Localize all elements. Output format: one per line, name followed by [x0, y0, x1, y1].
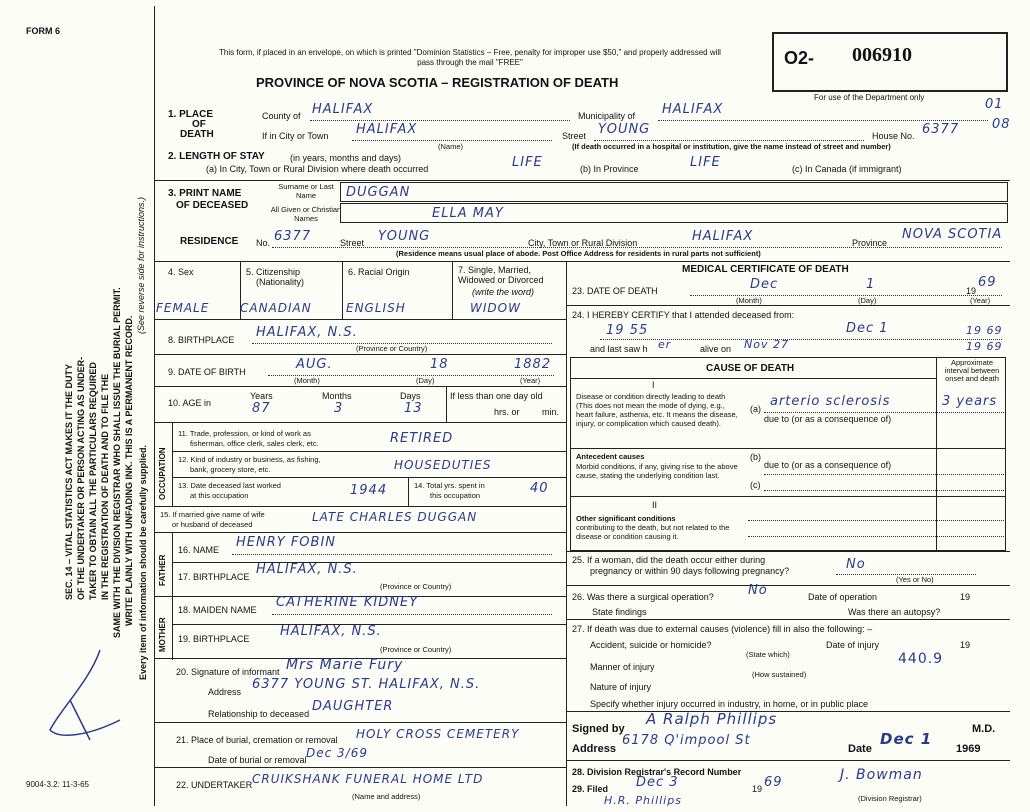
bottom-signature: H.R. Phillips	[604, 794, 682, 807]
residence-note: (Residence means usual place of abode. Post Office Address for residents in rural parts not sufficient)	[396, 249, 761, 258]
registration-number: 006910	[852, 44, 912, 66]
father-side: FATHER	[158, 554, 167, 586]
age-years: 87	[252, 401, 271, 416]
death-day: 1	[866, 277, 876, 292]
dept-use-label: For use of the Department only	[814, 93, 925, 102]
stay-b-label: (b) In Province	[580, 164, 639, 174]
last-seen-label: and last saw h	[590, 344, 648, 354]
stay-label: 2. LENGTH OF STAY	[168, 151, 265, 162]
age-days: 13	[404, 401, 423, 416]
cause-other-text: contributing to the death, but not related to the disease or condition causing it.	[576, 523, 730, 541]
citizenship-sub: (Nationality)	[256, 277, 305, 287]
death-day-label: (Day)	[858, 296, 877, 305]
given-value: ELLA MAY	[432, 206, 504, 221]
q27-nature: Nature of injury	[590, 682, 652, 692]
undertaker-label: 22. UNDERTAKER	[176, 780, 253, 790]
informant-sig: Mrs Marie Fury	[286, 657, 404, 673]
cause-b-due: due to (or as a consequence of)	[764, 460, 892, 470]
stay-c-label: (c) In Canada (if immigrant)	[792, 164, 902, 174]
signed-addr: 6178 Q'impool St	[622, 733, 751, 748]
mother-bp: HALIFAX, N.S.	[280, 624, 382, 639]
footer-code: 9004-3.2: 11-3-65	[26, 780, 90, 789]
street-value: YOUNG	[598, 122, 651, 137]
stay-a-label: (a) In City, Town or Rural Division where death occurred	[206, 164, 429, 174]
occupation-12-value: HOUSEDUTIES	[394, 458, 492, 472]
cause-disease-label: Disease or condition directly leading to death (This does not mean the mode of dying, e.g., heart failure, asthenia, etc. It means the disease, injury, or complication which caused death).	[576, 392, 738, 428]
dept-code-2: 08	[992, 117, 1011, 132]
father-name-label: 16. NAME	[178, 545, 220, 555]
cause-antecedent-label: Antecedent causes	[576, 452, 645, 461]
q26-value: No	[748, 583, 768, 598]
side-text-4: IN THE REGISTRATION OF DEATH AND TO FILE THE	[100, 373, 110, 600]
q25-label-2: pregnancy or within 90 days following pregnancy?	[590, 566, 790, 576]
municipality-value: HALIFAX	[662, 102, 724, 117]
father-bp: HALIFAX, N.S.	[256, 562, 358, 577]
citizenship-value: CANADIAN	[240, 301, 312, 315]
sex-label: 4. Sex	[168, 267, 194, 277]
age-years-label: Years	[250, 391, 273, 401]
mother-bp-sub: (Province or Country)	[380, 645, 452, 654]
age-lt-label: If less than one day old	[450, 391, 543, 401]
occupation-11-sub: fisherman, office clerk, sales clerk, etc.	[190, 439, 319, 448]
cause-roman-2: II	[652, 500, 658, 510]
residence-no-label: No.	[256, 238, 271, 248]
residence-city: HALIFAX	[692, 229, 754, 244]
age-hrs-label: hrs. or	[494, 407, 520, 417]
q26-autopsy: Was there an autopsy?	[848, 607, 941, 617]
signed-md: M.D.	[972, 723, 996, 735]
marital-label: 7. Single, Married, Widowed or Divorced	[458, 265, 544, 285]
burial-value: HOLY CROSS CEMETERY	[356, 727, 520, 741]
q26-year: 19	[960, 592, 971, 602]
age-label: 10. AGE in	[168, 398, 212, 408]
signed-label: Signed by	[572, 723, 625, 735]
q27-label: 27. If death was due to external causes (violence) fill in also the following: –	[572, 624, 873, 634]
cause-header: CAUSE OF DEATH	[706, 363, 795, 374]
residence-street-label: Street	[340, 238, 365, 248]
residence-label: RESIDENCE	[180, 236, 239, 247]
cause-interval-label: Approximate interval between onset and death	[944, 358, 1000, 383]
birthplace-label: 8. BIRTHPLACE	[168, 335, 235, 345]
spouse-label-2: or husband of deceased	[172, 520, 253, 529]
side-text-1: SEC. 14 – VITAL STATISTICS ACT MAKES IT THE DUTY	[64, 363, 74, 600]
spouse-label: 15. If married give name of wife	[160, 510, 265, 519]
cause-b-label: (b)	[750, 452, 761, 462]
q29-label: 29. Filed	[572, 784, 609, 794]
birthplace-value: HALIFAX, N.S.	[256, 325, 358, 340]
certify-to-year: 19 69	[966, 324, 1003, 337]
age-min-label: min.	[542, 407, 560, 417]
dob-day-label: (Day)	[416, 376, 435, 385]
stay-b-value: LIFE	[690, 155, 721, 170]
cause-a-interval: 3 years	[942, 394, 998, 409]
certify-to: Dec 1	[846, 321, 889, 336]
cause-a-label: (a)	[750, 404, 761, 414]
signed-date: Dec 1	[880, 730, 933, 748]
hospital-note: (If death occurred in a hospital or institution, give the name instead of street and number)	[572, 142, 891, 151]
q26-findings: State findings	[592, 607, 647, 617]
house-label: House No.	[872, 131, 915, 141]
dob-label: 9. DATE OF BIRTH	[168, 367, 246, 377]
mother-bp-label: 19. BIRTHPLACE	[178, 634, 250, 644]
residence-no: 6377	[274, 229, 312, 244]
informant-rel: DAUGHTER	[312, 699, 394, 714]
form-label: FORM 6	[26, 26, 61, 36]
informant-addr: 6377 YOUNG ST. HALIFAX, N.S.	[252, 677, 481, 692]
q27-manner: Manner of injury	[590, 662, 655, 672]
county-label: County of	[262, 111, 301, 121]
city-value: HALIFAX	[356, 122, 418, 137]
house-value: 6377	[922, 122, 960, 137]
name-label-1: 3. PRINT NAME	[168, 188, 242, 199]
burial-label: 21. Place of burial, cremation or removal	[176, 735, 338, 745]
q26-label: 26. Was there a surgical operation?	[572, 592, 714, 602]
citizenship-label: 5. Citizenship	[246, 267, 301, 277]
q26-date-label: Date of operation	[808, 592, 878, 602]
alive-label: alive on	[700, 344, 732, 354]
father-bp-sub: (Province or Country)	[380, 582, 452, 591]
residence-province: NOVA SCOTIA	[902, 227, 1003, 242]
informant-addr-label: Address	[208, 687, 242, 697]
dob-year: 1882	[514, 357, 552, 372]
cause-other-label: Other significant conditions	[576, 514, 676, 523]
age-months-label: Months	[322, 391, 352, 401]
q27-date-injury: Date of injury	[826, 640, 880, 650]
q28-label: 28. Division Registrar's Record Number	[572, 767, 742, 777]
mother-name: CATHERINE KIDNEY	[276, 595, 419, 610]
registration-number-box	[772, 32, 1008, 92]
signed-addr-label: Address	[572, 743, 617, 755]
father-name: HENRY FOBIN	[236, 535, 337, 550]
death-year: 69	[978, 275, 997, 290]
side-text-2: OF THE UNDERTAKER OR PERSON ACTING AS UNDER-	[76, 356, 86, 600]
occupation-13-sub: at this occupation	[190, 491, 249, 500]
street-label: Street	[562, 131, 587, 141]
death-year-label: (Year)	[970, 296, 991, 305]
q29-year: 69	[764, 775, 783, 790]
side-text-6: SAME WITH THE DIVISION REGISTRAR WHO SHALL ISSUE THE BURIAL PERMIT.	[112, 287, 122, 638]
burial-date: Dec 3/69	[306, 746, 368, 760]
name-label-2: OF DECEASED	[176, 200, 249, 211]
age-months: 3	[334, 401, 344, 416]
page-title: PROVINCE OF NOVA SCOTIA – REGISTRATION OF DEATH	[256, 75, 619, 90]
dob-year-label: (Year)	[520, 376, 541, 385]
occupation-12-label: 12. Kind of industry or business, as fishing,	[178, 455, 321, 464]
dob-month: AUG.	[296, 357, 333, 372]
occupation-13-label: 13. Date deceased last worked	[178, 481, 281, 490]
burial-date-label: Date of burial or removal	[208, 755, 307, 765]
occupation-side: OCCUPATION	[158, 447, 167, 500]
place-label-3: DEATH	[180, 129, 214, 140]
sex-value: FEMALE	[156, 301, 210, 315]
q27-specify: Specify whether injury occurred in industry, in home, or in public place	[590, 699, 868, 709]
side-text-3: TAKER TO OBTAIN ALL THE PARTICULARS REQUIRED	[88, 362, 98, 600]
undertaker-sub: (Name and address)	[352, 792, 421, 801]
death-month-label: (Month)	[736, 296, 762, 305]
county-value: HALIFAX	[312, 102, 374, 117]
stay-sub: (in years, months and days)	[290, 153, 402, 163]
cause-a-value: arterio sclerosis	[770, 394, 891, 409]
q29-registrar-sig: J. Bowman	[840, 767, 923, 783]
age-days-label: Days	[400, 391, 421, 401]
frame-left	[154, 6, 155, 806]
mother-side: MOTHER	[158, 617, 167, 652]
envelope-note: This form, if placed in an envelope, on which is printed "Dominion Statistics – Free, penalty for improper use $50," and properly addressed will pass through the mail "FREE"	[219, 48, 721, 67]
death-date-label: 23. DATE OF DEATH	[572, 286, 658, 296]
cause-roman-1: I	[652, 380, 655, 390]
cause-a-due: due to (or as a consequence of)	[764, 414, 892, 424]
occupation-14-value: 40	[530, 481, 549, 496]
residence-city-label: City, Town or Rural Division	[528, 238, 638, 248]
dept-code-1: 01	[985, 97, 1004, 112]
signed-sig: A Ralph Phillips	[646, 710, 778, 728]
q29-year-pre: 19	[752, 784, 763, 794]
q25-value: No	[846, 557, 866, 572]
certify-label: 24. I HEREBY CERTIFY that I attended deceased from:	[572, 310, 795, 320]
informant-rel-label: Relationship to deceased	[208, 709, 310, 719]
surname-value: DUGGAN	[346, 185, 411, 200]
side-text-8: (See reverse side for instructions.)	[136, 196, 146, 334]
q29-registrar-label: (Division Registrar)	[858, 794, 922, 803]
margin-pen-scribble	[30, 640, 140, 750]
certify-from: 19 55	[606, 323, 649, 338]
q27-code: 440.9	[898, 651, 944, 667]
surname-label: Surname or Last Name	[278, 182, 334, 200]
name-sub-label: (Name)	[438, 142, 464, 151]
occupation-11-value: RETIRED	[390, 431, 454, 446]
medical-header: MEDICAL CERTIFICATE OF DEATH	[682, 264, 849, 275]
q27-state: (State which)	[746, 650, 790, 659]
last-seen-year: 19 69	[966, 340, 1003, 353]
residence-street: YOUNG	[378, 229, 431, 244]
occupation-13-value: 1944	[350, 483, 388, 498]
side-text-7: WRITE PLAINLY WITH UNFADING INK. THIS IS A PERMANENT RECORD.	[124, 315, 134, 626]
last-seen-mid: er	[658, 338, 672, 351]
undertaker-value: CRUIKSHANK FUNERAL HOME LTD	[252, 772, 484, 786]
death-year-pre: 19	[966, 286, 977, 296]
dob-day: 18	[430, 357, 449, 372]
signed-date-label: Date	[848, 743, 872, 755]
stay-a-value: LIFE	[512, 155, 543, 170]
last-seen-date: Nov 27	[744, 338, 789, 351]
death-month: Dec	[750, 277, 779, 292]
marital-sub: (write the word)	[472, 287, 535, 297]
municipality-label: Municipality of	[578, 111, 636, 121]
q27-year: 19	[960, 640, 971, 650]
occupation-12-sub: bank, grocery store, etc.	[190, 465, 271, 474]
signed-year: 1969	[956, 743, 981, 755]
surname-box	[340, 182, 1008, 202]
q25-label: 25. If a woman, did the death occur either during	[572, 555, 766, 565]
q27-how: (How sustained)	[752, 670, 807, 679]
occupation-11-label: 11. Trade, profession, or kind of work as	[178, 429, 311, 438]
cause-antecedent-text: Morbid conditions, if any, giving rise to the above cause, stating the underlying condition last.	[576, 462, 738, 480]
spouse-value: LATE CHARLES DUGGAN	[312, 510, 478, 524]
place-label-2: OF	[192, 119, 206, 130]
place-label-1: 1. PLACE	[168, 109, 214, 120]
informant-sig-label: 20. Signature of informant	[176, 667, 280, 677]
q25-yn: (Yes or No)	[896, 575, 934, 584]
q29-value: Dec 3	[636, 775, 679, 790]
occupation-14-sub: this occupation	[430, 491, 481, 500]
registration-prefix: O2-	[784, 48, 815, 68]
city-label: If in City or Town	[262, 131, 329, 141]
occupation-14-label: 14. Total yrs. spent in	[414, 481, 485, 490]
father-bp-label: 17. BIRTHPLACE	[178, 572, 250, 582]
mother-name-label: 18. MAIDEN NAME	[178, 605, 257, 615]
given-label: All Given or Christian Names	[270, 205, 342, 223]
q27-accident: Accident, suicide or homicide?	[590, 640, 712, 650]
residence-province-label: Province	[852, 238, 888, 248]
racial-value: ENGLISH	[346, 301, 406, 315]
birthplace-sub: (Province or Country)	[356, 344, 428, 353]
dob-month-label: (Month)	[294, 376, 320, 385]
racial-label: 6. Racial Origin	[348, 267, 410, 277]
cause-c-label: (c)	[750, 480, 761, 490]
marital-value: WIDOW	[470, 301, 521, 315]
side-text-9: Every item of information should be carefully supplied.	[138, 444, 148, 680]
